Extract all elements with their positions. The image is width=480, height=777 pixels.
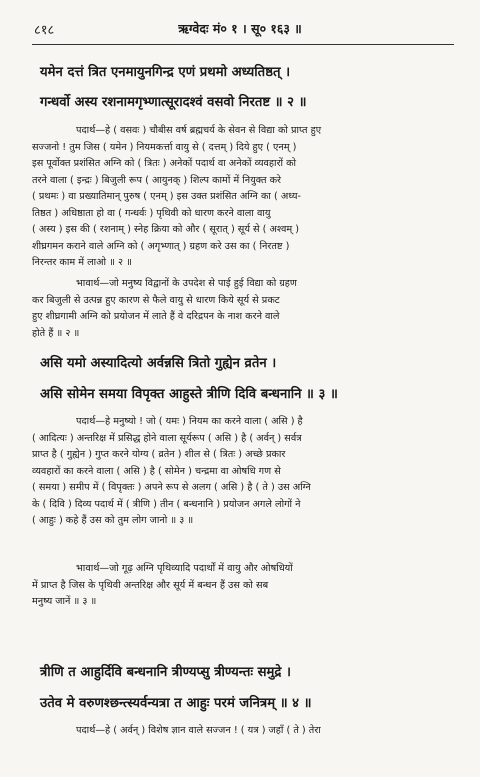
padartha-3 bbox=[32, 414, 454, 530]
text-line: प्राप्त है ( गुह्येन ) गुप्त करने योग्य ( व्रतेन ) शील से ( त्रितः ) अच्छे प्रकार bbox=[32, 449, 286, 460]
text-line: ( समया ) समीप में ( विपृक्तः ) अपने रूप से अलग ( असि ) है ( ते ) उस अग्नि bbox=[32, 482, 311, 493]
text-line: मनुष्य जानें ॥ ३ ॥ bbox=[32, 596, 97, 607]
text-line: भावार्थ—जो गूढ़ अग्नि पृथिव्यादि पदार्थों में वायु और ओषधियों bbox=[76, 563, 293, 574]
mantra-3-line-2: असि सोमेन समया विपृक्त आहुस्ते त्रीणि दिवि बन्धनानि ॥ ३ ॥ bbox=[40, 387, 338, 402]
text-line: सज्जनो ! तुम जिस ( यमेन ) नियमकर्त्ता वायु से ( दत्तम् ) दिये हुए ( एनम् ) bbox=[32, 141, 297, 153]
mantra-2-line-1: यमेन दत्तं त्रित एनमायुनगिन्द्र एणं प्रथमो अध्यतिष्ठत् । bbox=[40, 65, 291, 80]
text-line: निरन्तर काम में लाओ ॥ २ ॥ bbox=[32, 257, 132, 268]
text-line: के ( दिवि ) दिव्य पदार्थ में ( त्रीणि ) तीन ( बन्धनानि ) प्रयोजन अगले लोगों ने bbox=[32, 498, 301, 510]
header-rule bbox=[32, 44, 454, 45]
bhavartha-3 bbox=[32, 561, 454, 611]
text-line: इस पूर्वोक्त प्रशंसित अग्नि को ( त्रितः ) अनेकों पदार्थ वा अनेकों व्यवहारों को bbox=[32, 158, 297, 169]
mantra-4-line-1: त्रीणि त आहुर्दिवि बन्धनानि त्रीण्यप्सु त्रीण्यन्तः समुद्रे । bbox=[40, 665, 292, 680]
text-line: हुए शीघ्रगामी अग्नि को प्रयोजन में लाते हैं वे दरिद्रपन के नाश करने वाले bbox=[32, 311, 280, 322]
text-line: शीघ्रगमन कराने वाले अग्नि को ( अगृभ्णात् ) ग्रहण करे उस का ( निरतष्ट ) bbox=[32, 240, 290, 252]
text-line: में प्राप्त है जिस के पृथिवी अन्तरिक्ष और सूर्य में बन्धन हैं उस को सब bbox=[32, 579, 269, 591]
padartha-2 bbox=[32, 123, 454, 272]
text-line: होते हैं ॥ २ ॥ bbox=[32, 327, 80, 339]
running-title: ऋग्वेदः मं० १ । सू० १६३ ॥ bbox=[178, 21, 302, 36]
text-line: कर बिजुली से उत्पन्न हुए कारण से फैले वायु से धारण किये सूर्य से प्रकट bbox=[32, 294, 280, 306]
text-line: पदार्थ—हे ( वसवः ) चौबीस वर्ष ब्रह्मचर्य के सेवन से विद्या को प्राप्त हुए bbox=[76, 125, 322, 136]
text-line: ( अस्य ) इस की ( रशनाम् ) स्नेह क्रिया को और ( सूरात् ) सूर्य से ( अश्वम् ) bbox=[32, 224, 300, 235]
mantra-2-line-2: गन्धर्वो अस्य रशनामगृभ्णात्सूरादश्वं वसवो निरतष्ट ॥ २ ॥ bbox=[40, 95, 307, 110]
text-line: ( आदित्यः ) अन्तरिक्ष में प्रसिद्ध होने वाला सूर्यरूप ( असि ) है ( अर्वन् ) सर्वत्र bbox=[32, 432, 302, 444]
text-line: पदार्थ—हे मनुष्यो ! जो ( यमः ) नियम का करने वाला ( असि ) है bbox=[76, 416, 303, 427]
mantra-4-line-2: उतेव मे वरुणश्छन्त्स्यर्वन्यत्रा त आहुः परमं जनित्रम् ॥ ४ ॥ bbox=[40, 696, 312, 711]
text-line: तरने वाला ( इन्द्रः ) बिजुली रूप ( आयुनक् ) शिल्प कामों में नियुक्त करे bbox=[32, 174, 282, 186]
page-number: ८१८ bbox=[34, 23, 55, 38]
page-header bbox=[0, 20, 480, 40]
text-line: पदार्थ—हे ( अर्वन् ) विशेष ज्ञान वाले सज्जन ! ( यत्र ) जहाँ ( ते ) तेरा bbox=[76, 725, 321, 736]
text-line: ( प्रथमः ) वा प्रख्यातिमान् पुरुष ( एनम् ) इस उक्त प्रशंसित अग्नि का ( अध्य- bbox=[32, 191, 301, 202]
text-line: तिष्ठत ) अधिष्ठाता हो वा ( गन्धर्वः ) पृथिवी को धारण करने वाला वायु bbox=[32, 207, 271, 219]
mantra-3-line-1: असि यमो अस्यादित्यो अर्वन्नसि त्रितो गुह्येन व्रतेन । bbox=[40, 356, 277, 371]
text-line: भावार्थ—जो मनुष्य विद्वानों के उपदेश से पाई हुई विद्या को ग्रहण bbox=[76, 278, 297, 289]
text-line: व्यवहारों का करने वाला ( असि ) है ( सोमेन ) चन्द्रमा वा ओषधि गण से bbox=[32, 465, 281, 477]
bhavartha-2 bbox=[32, 276, 454, 342]
padartha-4 bbox=[32, 723, 454, 740]
text-line: ( आहुः ) कहे हैं उस को तुम लोग जानो ॥ ३ ॥ bbox=[32, 515, 194, 526]
